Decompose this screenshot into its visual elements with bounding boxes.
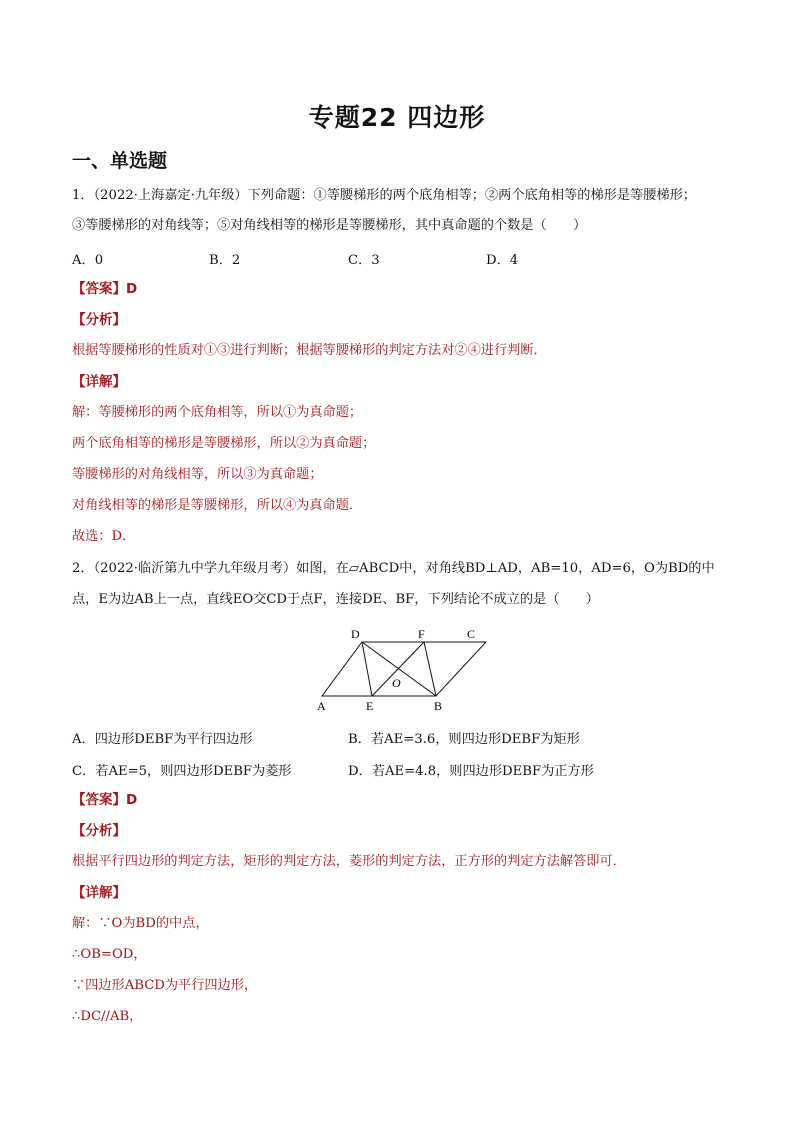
q2-detail-line: ∴DC//AB， [72,1009,143,1024]
page-title: 专题22 四边形 [308,103,486,132]
q1-detail-line: 两个底角相等的梯形是等腰梯形，所以②为真命题； [72,436,376,451]
label-o: O [392,676,401,690]
q2-stem-line1: 2．（2022·临沂第九中学九年级月考）如图，在▱ABCD中，对角线BD⊥AD，AB=10，AD=6，O为BD的中 [72,561,715,576]
parallelogram-figure [0,618,794,718]
q2-detail-line: 解：∵O为BD的中点， [72,916,209,931]
parallelogram-abcd [322,642,486,696]
q2-analysis-tag: 【分析】 [72,823,126,839]
label-c: C [467,627,476,641]
q2-option-c: C．若AE=5，则四边形DEBF为菱形 [72,764,292,779]
q1-detail-line: 解：等腰梯形的两个底角相等，所以①为真命题； [72,405,363,420]
label-f: F [418,627,425,641]
q1-option-c: C．3 [348,253,380,268]
q1-detail-line: 故选：D． [72,529,136,544]
q2-analysis-text: 根据平行四边形的判定方法，矩形的判定方法，菱形的判定方法，正方形的判定方法解答即可． [72,854,626,869]
q1-detail-tag: 【详解】 [72,374,126,390]
q1-analysis-text: 根据等腰梯形的性质对①③进行判断；根据等腰梯形的判定方法对②④进行判断． [72,343,547,358]
q2-option-a: A．四边形DEBF为平行四边形 [72,732,253,747]
label-d: D [351,627,360,641]
q2-answer-tag: 【答案】D [72,792,138,808]
q2-detail-line: ∴OB=OD， [72,947,147,962]
q2-detail-tag: 【详解】 [72,885,126,901]
segment-de [362,642,372,696]
q1-stem-line2: ③等腰梯形的对角线等；⑤对角线相等的梯形是等腰梯形，其中真命题的个数是（ ） [72,218,587,233]
q1-answer-tag: 【答案】D [72,281,138,297]
q1-analysis-tag: 【分析】 [72,312,126,328]
q1-option-d: D．4 [486,253,519,268]
label-b: B [434,699,443,713]
q1-option-b: B．2 [209,253,241,268]
q1-stem-line1: 1．（2022·上海嘉定·九年级）下列命题：①等腰梯形的两个底角相等；②两个底角相等的梯形是等腰梯形； [72,188,696,203]
q2-option-b: B．若AE=3.6，则四边形DEBF为矩形 [348,732,580,747]
q2-option-d: D．若AE=4.8，则四边形DEBF为正方形 [348,764,594,779]
q2-stem-line2: 点，E为边AB上一点，直线EO交CD于点F，连接DE、BF，下列结论不成立的是（ ） [72,592,599,607]
label-a: A [317,699,326,713]
label-e: E [366,699,374,713]
q1-detail-line: 对角线相等的梯形是等腰梯形，所以④为真命题． [72,498,363,513]
q1-detail-line: 等腰梯形的对角线相等，所以③为真命题； [72,467,323,482]
segment-bf [424,642,436,696]
q2-detail-line: ∵四边形ABCD为平行四边形， [72,978,258,993]
section-heading: 一、单选题 [72,150,168,172]
q1-option-a: A．0 [72,253,104,268]
